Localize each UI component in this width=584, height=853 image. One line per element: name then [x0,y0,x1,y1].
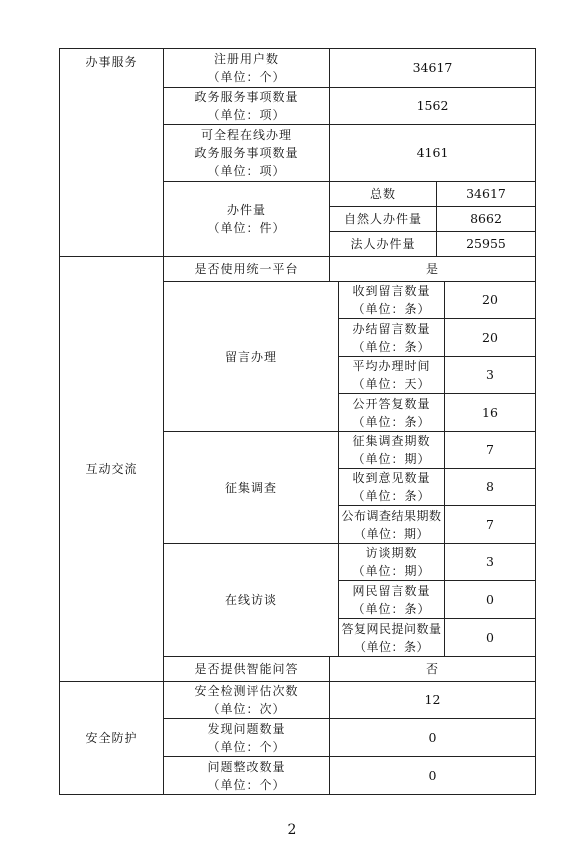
registered-users-value: 34617 [412,60,453,75]
public-replies-value: 16 [482,404,498,420]
handled-total-value: 34617 [466,186,506,201]
survey-label: 征集调查 [224,480,277,495]
handled-natural-person-value: 8662 [470,211,502,226]
interview-periods-label: 访谈期数 （单位：期） [352,546,431,578]
survey-results-published-value: 7 [486,516,494,532]
netizen-messages-label: 网民留言数量 （单位：条） [352,583,431,616]
security-checks-value: 12 [424,692,441,707]
section-header-interaction: 互动交流 [85,462,138,476]
interview-periods-value: 3 [486,554,494,569]
messages-received-value: 20 [482,292,498,307]
survey-periods-label: 征集调查期数 （单位：期） [352,434,431,466]
message-handling-label: 留言办理 [224,349,277,364]
security-checks-label: 安全检测评估次数 （单位：次） [194,684,299,716]
avg-handling-time-value: 3 [486,367,494,382]
handled-total-label: 总数 [369,187,396,201]
page-number: 2 [287,822,297,838]
handled-count-label: 办件量 （单位：件） [207,203,286,235]
survey-results-published-label: 公布调查结果期数 （单位：期） [341,508,442,541]
messages-closed-label: 办结留言数量 （单位：条） [352,321,431,354]
public-replies-label: 公开答复数量 （单位：条） [352,396,431,429]
messages-received-label: 收到留言数量 （单位：条） [352,284,431,316]
handled-legal-person-label: 法人办件量 [350,237,416,251]
section-header-security: 安全防护 [85,731,138,745]
netizen-answers-value: 0 [486,629,494,645]
handled-natural-person-label: 自然人办件量 [343,212,422,226]
issues-fixed-value: 0 [428,767,437,783]
opinions-received-value: 8 [486,479,494,494]
service-items-value: 1562 [416,98,449,113]
smart-qa-value: 否 [425,662,439,676]
opinions-received-label: 收到意见数量 （单位：条） [352,471,431,503]
section-header-service: 办事服务 [85,55,138,69]
issues-found-label: 发现问题数量 （单位：个） [207,721,286,754]
service-items-label: 政务服务事项数量 （单位：项） [194,90,299,122]
online-interview-label: 在线访谈 [224,593,277,607]
online-items-label: 可全程在线办理 政务服务事项数量 （单位：项） [194,128,299,178]
registered-users-label: 注册用户数 （单位：个） [207,52,286,84]
netizen-messages-value: 0 [486,591,494,607]
issues-found-value: 0 [428,729,437,745]
netizen-answers-label: 答复网民提问数量 （单位：条） [341,621,442,654]
unified-platform-value: 是 [425,262,439,276]
survey-periods-value: 7 [486,442,494,457]
handled-legal-person-value: 25955 [466,236,506,251]
messages-closed-value: 20 [482,329,498,345]
online-items-value: 4161 [416,145,449,160]
smart-qa-label: 是否提供智能问答 [194,662,299,676]
avg-handling-time-label: 平均办理时间 （单位：天） [352,359,431,391]
unified-platform-label: 是否使用统一平台 [194,262,299,276]
issues-fixed-label: 问题整改数量 （单位：个） [207,759,286,792]
